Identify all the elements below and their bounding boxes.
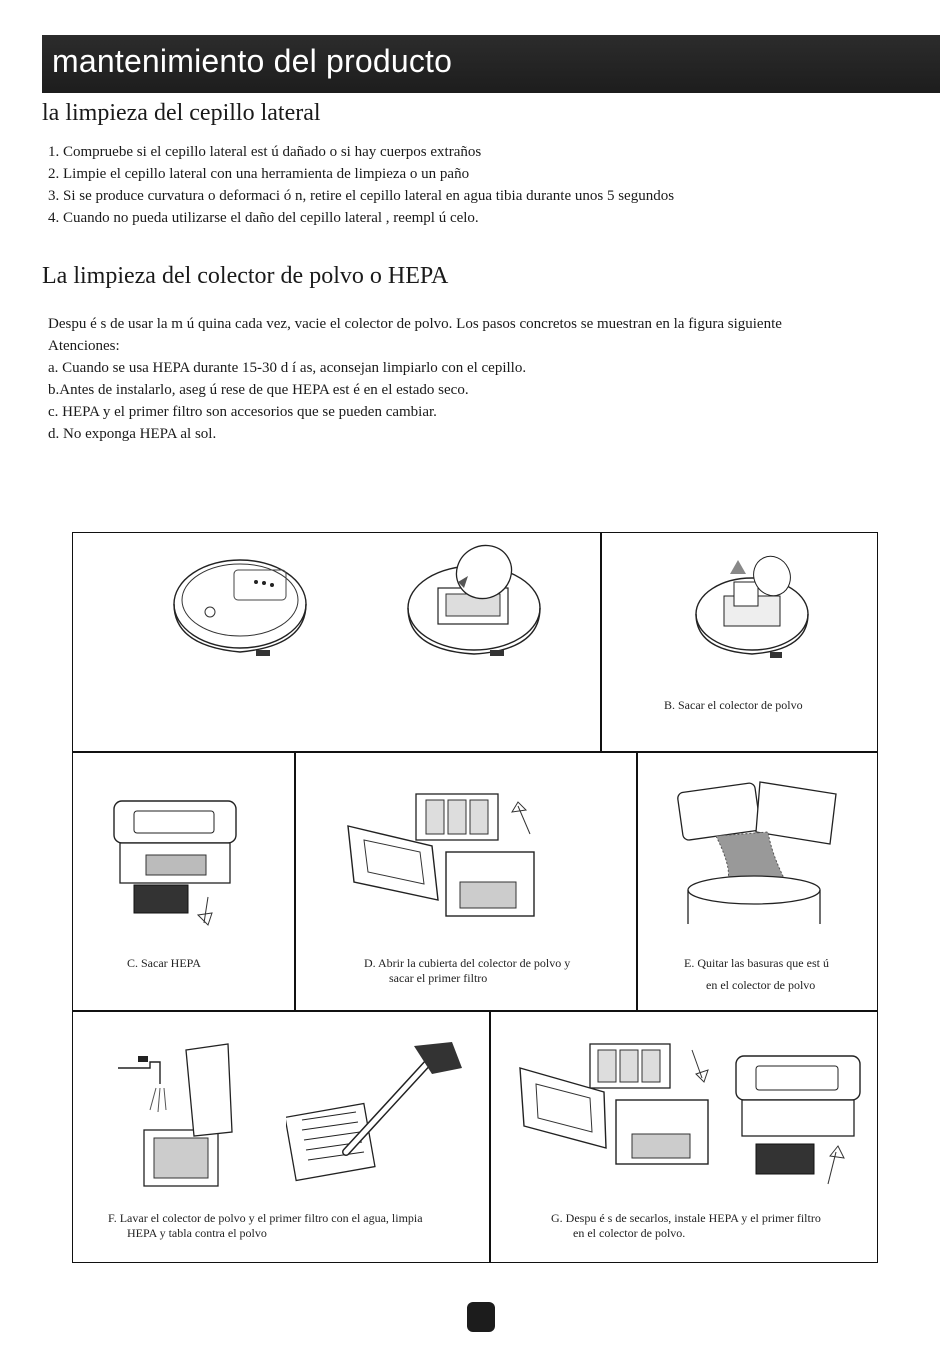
page-header [42,35,940,93]
step-e-caption-line1: E. Quitar las basuras que est ú [684,956,829,970]
page-title: mantenimiento del producto [52,43,453,79]
remove-hepa-illustration [108,795,248,935]
list-item: 3. Si se produce curvatura o deformaci ó n, retire el cepillo lateral en agua tibia durante unos 5 segundos [48,188,675,204]
step-e-caption-line2: en el colector de polvo [706,978,816,992]
note-item: c. HEPA y el primer filtro son accesorios que se pueden cambiar. [48,404,437,420]
step-d-caption-line2: sacar el primer filtro [389,971,488,985]
step-b-caption: B. Sacar el colector de polvo [664,698,803,712]
grid-divider [636,751,638,1011]
step-f-caption-line2: HEPA y tabla contra el polvo [127,1226,267,1240]
step-c-caption: C. Sacar HEPA [127,956,201,970]
note-item: a. Cuando se usa HEPA durante 15-30 d í as, aconsejan limpiarlo con el cepillo. [48,360,527,376]
list-item: 1. Compruebe si el cepillo lateral est ú dañado o si hay cuerpos extraños [48,144,482,160]
note-item: d. No exponga HEPA al sol. [48,426,217,442]
step-g-caption-line2: en el colector de polvo. [573,1226,686,1240]
list-item: 2. Limpie el cepillo lateral con una herramienta de limpieza o un paño [48,166,470,182]
note-item: b.Antes de instalarlo, aseg ú rese de que HEPA est é en el estado seco. [48,382,469,398]
attention-label: Atenciones: [48,338,120,354]
intro-text: Despu é s de usar la m ú quina cada vez, vacie el colector de polvo. Los pasos concretos se muestran en la figura siguiente [48,316,782,332]
step-d-caption-line1: D. Abrir la cubierta del colector de polvo y [364,956,571,970]
grid-divider [294,751,296,1011]
robot-closed-illustration [168,552,318,662]
page-number-badge [467,1302,495,1332]
list-item: 4. Cuando no pueda utilizarse el daño del cepillo lateral , reempl ú celo. [48,210,479,226]
grid-divider [72,751,878,753]
empty-bin-illustration [676,776,846,926]
step-f-caption-line1: F. Lavar el colector de polvo y el primer filtro con el agua, limpia [108,1211,423,1225]
grid-divider [600,532,602,752]
section-heading-dust-collector: La limpieza del colector de polvo o HEPA [42,263,449,289]
grid-divider [72,1010,878,1012]
grid-divider [489,1010,491,1263]
reinstall-hepa-illustration [732,1052,872,1192]
robot-remove-bin-illustration [690,552,815,662]
open-cover-filter-illustration [342,790,552,930]
section-heading-side-brush: la limpieza del cepillo lateral [42,100,321,126]
robot-open-lid-illustration [402,542,552,662]
brush-hepa-illustration [286,1034,476,1184]
reinstall-filter-illustration [516,1040,716,1170]
wash-bin-illustration [110,1040,250,1190]
step-g-caption-line1: G. Despu é s de secarlos, instale HEPA y el primer filtro [551,1211,821,1225]
